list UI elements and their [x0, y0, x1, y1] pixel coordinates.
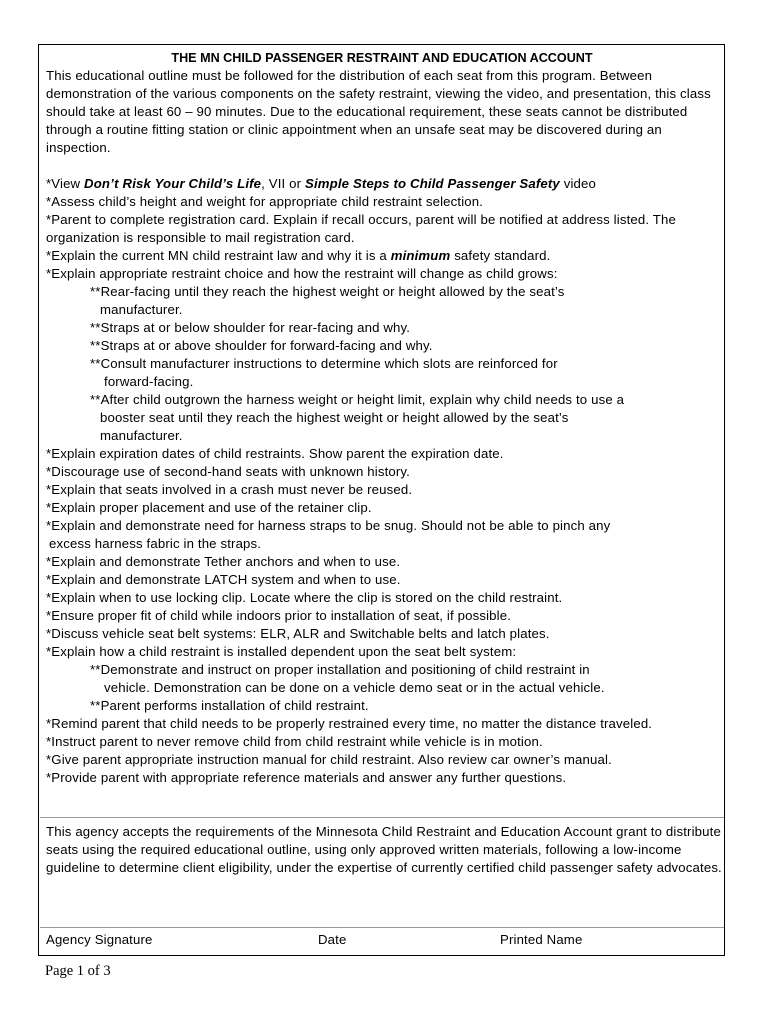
list-item: *Assess child’s height and weight for appropriate child restraint selection. [46, 194, 484, 209]
video-title-1: Don’t Risk Your Child’s Life [84, 176, 262, 191]
sub-list-item: **Rear-facing until they reach the highest weight or height allowed by the seat’s [90, 284, 565, 299]
sub-list-item-continued: booster seat until they reach the highest weight or height allowed by the seat’s [100, 410, 569, 425]
agreement-section [46, 823, 726, 877]
list-item: *Discourage use of second-hand seats with unknown history. [46, 464, 410, 479]
list-item: *Ensure proper fit of child while indoors prior to installation of seat, if possible. [46, 608, 512, 623]
list-item: *Explain proper placement and use of the retainer clip. [46, 500, 372, 515]
intro-paragraph: This educational outline must be followed for the distribution of each seat from this program. Between demonstration of the various components on the safety restraint, viewing the video, and presentation, this class should take at least 60 – 90 minutes. Due to the educational requirement, these seats cannot be distributed through a routine fitting station or clinic appointment when an unsafe seat may be discovered during an inspection. [46, 68, 711, 155]
list-item: *Explain when to use locking clip. Locate where the clip is stored on the child restraint. [46, 590, 563, 605]
list-item-continued: excess harness fabric in the straps. [49, 536, 262, 551]
agreement-paragraph: This agency accepts the requirements of the Minnesota Child Restraint and Education Account grant to distribute seats using the required educational outline, using only approved written materials, following a low-income guideline to determine client eligibility, under the expertise of currently certified child passenger safety advocates. [46, 824, 722, 875]
sub-list-item-continued: forward-facing. [104, 374, 194, 389]
list-item: *Remind parent that child needs to be properly restrained every time, no matter the distance traveled. [46, 716, 653, 731]
list-item: *Explain that seats involved in a crash must never be reused. [46, 482, 413, 497]
sub-list-item: **Parent performs installation of child restraint. [90, 698, 369, 713]
divider [40, 817, 724, 818]
agency-signature-label: Agency Signature [46, 932, 153, 947]
list-item: *Explain the current MN child restraint law and why it is a minimum safety standard. [46, 248, 551, 263]
video-instruction: *View Don’t Risk Your Child’s Life, VII or Simple Steps to Child Passenger Safety video [46, 176, 596, 191]
list-item: *Explain and demonstrate Tether anchors and when to use. [46, 554, 401, 569]
list-item: *Discuss vehicle seat belt systems: ELR, ALR and Switchable belts and latch plates. [46, 626, 550, 641]
minimum-emphasis: minimum [390, 248, 451, 263]
signature-row [46, 931, 718, 949]
page-number: Page 1 of 3 [45, 963, 111, 979]
sub-list-item-continued: manufacturer. [100, 428, 183, 443]
list-item: *Provide parent with appropriate reference materials and answer any further questions. [46, 770, 567, 785]
list-item: *Parent to complete registration card. Explain if recall occurs, parent will be notified at address listed. The organization is responsible to mail registration card. [46, 212, 676, 245]
date-label: Date [318, 932, 347, 947]
form-border [38, 44, 725, 956]
sub-list-item-continued: manufacturer. [100, 302, 183, 317]
video-title-2: Simple Steps to Child Passenger Safety [305, 176, 560, 191]
printed-name-label: Printed Name [500, 932, 583, 947]
list-item: *Explain and demonstrate LATCH system and when to use. [46, 572, 401, 587]
sub-list-item: **Straps at or above shoulder for forward-facing and why. [90, 338, 433, 353]
sub-list-item: **Consult manufacturer instructions to determine which slots are reinforced for [90, 356, 558, 371]
list-item: *Explain expiration dates of child restraints. Show parent the expiration date. [46, 446, 504, 461]
sub-list-item: **Straps at or below shoulder for rear-facing and why. [90, 320, 411, 335]
list-item: *Explain how a child restraint is installed dependent upon the seat belt system: [46, 644, 517, 659]
sub-list-item-continued: vehicle. Demonstration can be done on a vehicle demo seat or in the actual vehicle. [104, 680, 605, 695]
sub-list-item: **Demonstrate and instruct on proper installation and positioning of child restraint in [90, 662, 590, 677]
page-title: THE MN CHILD PASSENGER RESTRAINT AND EDUCATION ACCOUNT [171, 51, 593, 65]
list-item: *Give parent appropriate instruction manual for child restraint. Also review car owner’s manual. [46, 752, 612, 767]
list-item: *Explain and demonstrate need for harness straps to be snug. Should not be able to pinch any [46, 518, 611, 533]
list-item: *Instruct parent to never remove child from child restraint while vehicle is in motion. [46, 734, 543, 749]
list-item: *Explain appropriate restraint choice and how the restraint will change as child grows: [46, 266, 558, 281]
outline-section [46, 50, 718, 787]
signature-line [40, 927, 724, 928]
sub-list-item: **After child outgrown the harness weight or height limit, explain why child needs to use a [90, 392, 625, 407]
